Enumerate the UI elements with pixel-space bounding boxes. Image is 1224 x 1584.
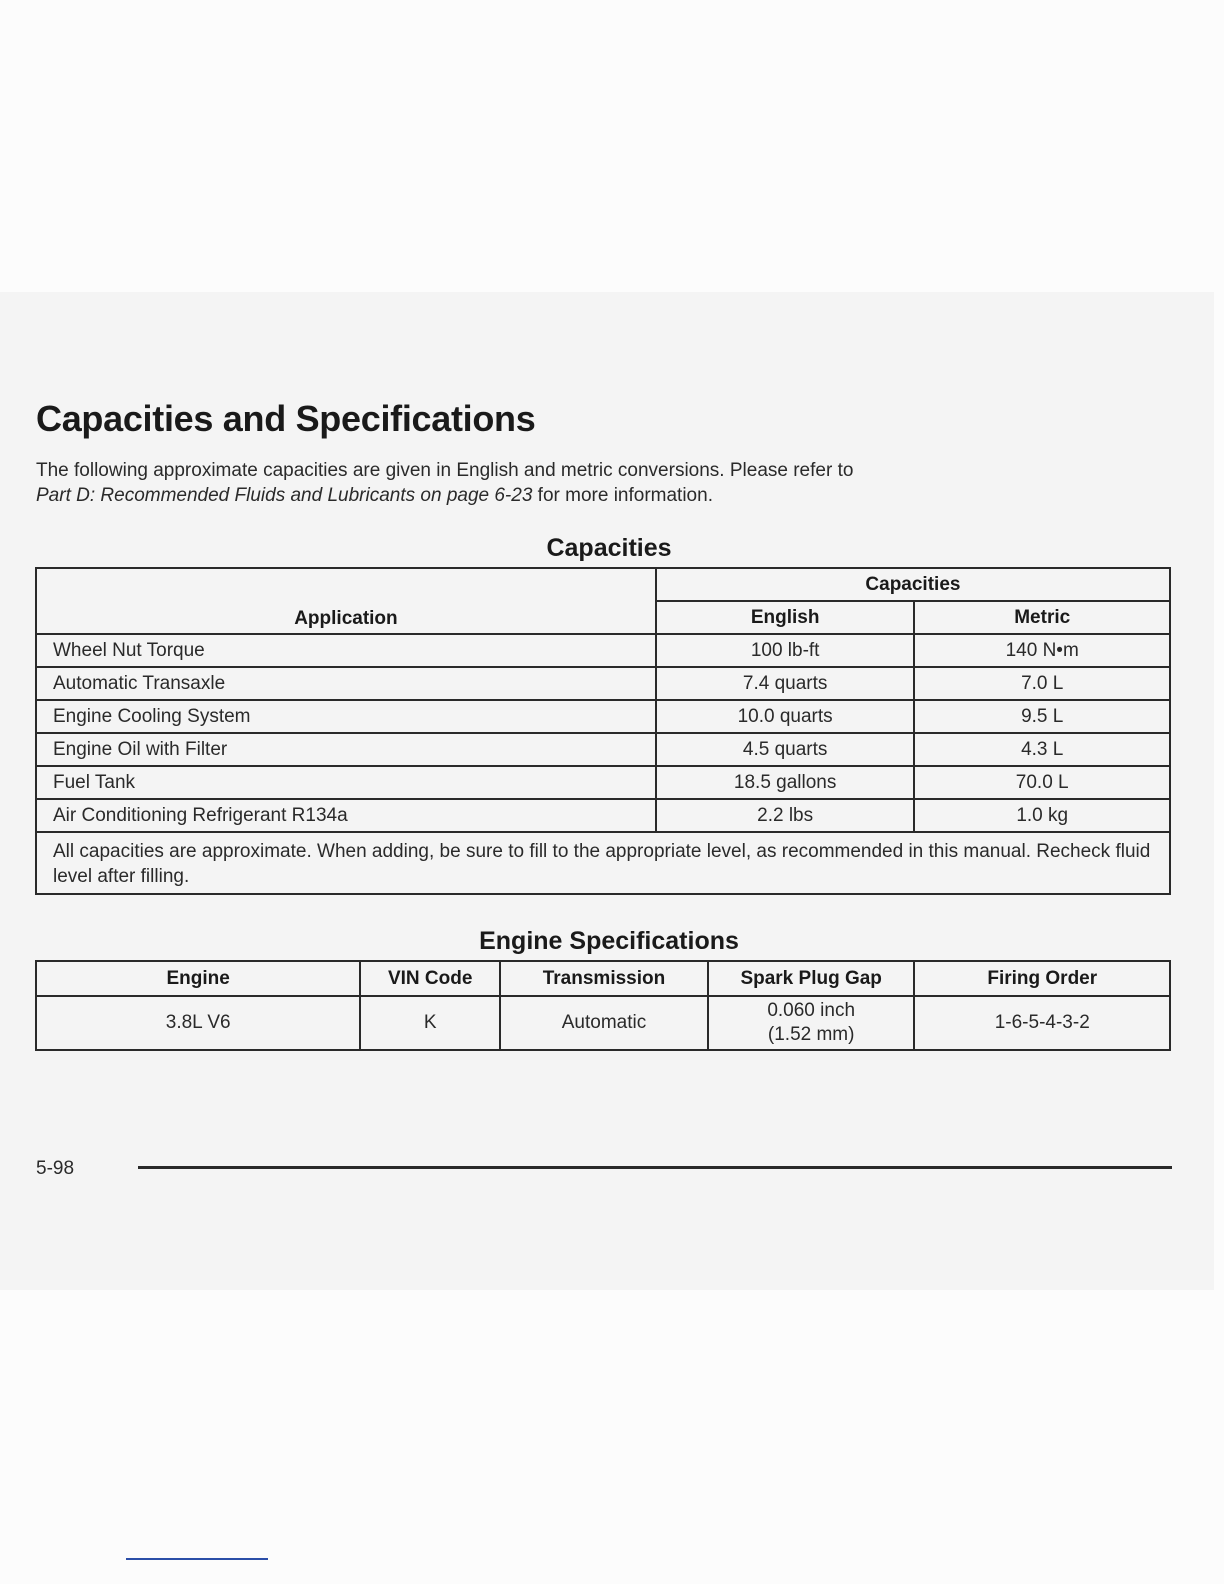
application-cell: Air Conditioning Refrigerant R134a	[36, 799, 656, 832]
metric-value-cell: 9.5 L	[914, 700, 1170, 733]
capacities-note: All capacities are approximate. When adding, be sure to fill to the appropriate level, as recommended in this manual. Recheck fluid level after filling.	[36, 832, 1170, 894]
capacities-table	[35, 567, 1171, 895]
engine-value: 3.8L V6	[36, 996, 360, 1050]
capacities-row	[36, 799, 1170, 832]
engine-specs-table	[35, 960, 1171, 1051]
spark-plug-gap-inch: 0.060 inch	[767, 1000, 856, 1021]
header-transmission: Transmission	[500, 961, 708, 996]
application-cell: Engine Cooling System	[36, 700, 656, 733]
metric-value-cell: 1.0 kg	[914, 799, 1170, 832]
capacities-row	[36, 700, 1170, 733]
capacities-section-title: Capacities	[546, 534, 672, 562]
engine-specs-data-row	[36, 996, 1170, 1050]
page-number: 5-98	[36, 1158, 75, 1179]
header-spark-plug-gap: Spark Plug Gap	[708, 961, 915, 996]
capacities-group-header-row	[36, 568, 1170, 601]
english-value-cell: 2.2 lbs	[656, 799, 915, 832]
english-value-cell: 100 lb-ft	[656, 634, 915, 667]
transmission-value: Automatic	[500, 996, 708, 1050]
engine-specs-header-row	[36, 961, 1170, 996]
application-cell: Automatic Transaxle	[36, 667, 656, 700]
header-firing-order: Firing Order	[914, 961, 1170, 996]
metric-value-cell: 7.0 L	[914, 667, 1170, 700]
english-value-cell: 7.4 quarts	[656, 667, 915, 700]
engine-specs-section-title: Engine Specifications	[479, 927, 739, 955]
application-cell: Engine Oil with Filter	[36, 733, 656, 766]
header-engine: Engine	[36, 961, 360, 996]
capacities-row	[36, 667, 1170, 700]
header-metric: Metric	[914, 601, 1170, 634]
header-capacities-group: Capacities	[656, 568, 1170, 601]
intro-text: The following approximate capacities are given in English and metric conversions. Please refer to	[36, 460, 854, 481]
capacities-row	[36, 733, 1170, 766]
metric-value-cell: 70.0 L	[914, 766, 1170, 799]
english-value-cell: 4.5 quarts	[656, 733, 915, 766]
bottom-link-rule	[126, 1558, 268, 1560]
footer-rule	[138, 1166, 1172, 1169]
intro-paragraph	[36, 458, 1036, 508]
vin-code-value: K	[360, 996, 500, 1050]
spark-plug-gap-value	[708, 996, 915, 1050]
application-cell: Fuel Tank	[36, 766, 656, 799]
capacities-note-row	[36, 832, 1170, 894]
firing-order-value: 1-6-5-4-3-2	[914, 996, 1170, 1050]
capacities-row	[36, 766, 1170, 799]
application-cell: Wheel Nut Torque	[36, 634, 656, 667]
spark-plug-gap-mm: (1.52 mm)	[767, 1024, 855, 1045]
capacities-row	[36, 634, 1170, 667]
header-english: English	[656, 601, 915, 634]
intro-suffix: for more information.	[532, 485, 713, 506]
intro-reference: Part D: Recommended Fluids and Lubricants on page 6-23	[36, 485, 533, 506]
english-value-cell: 18.5 gallons	[656, 766, 915, 799]
metric-value-cell: 4.3 L	[914, 733, 1170, 766]
english-value-cell: 10.0 quarts	[656, 700, 915, 733]
metric-value-cell: 140 N•m	[914, 634, 1170, 667]
page-title: Capacities and Specifications	[36, 398, 536, 439]
header-application: Application	[36, 568, 656, 634]
header-vin-code: VIN Code	[360, 961, 500, 996]
